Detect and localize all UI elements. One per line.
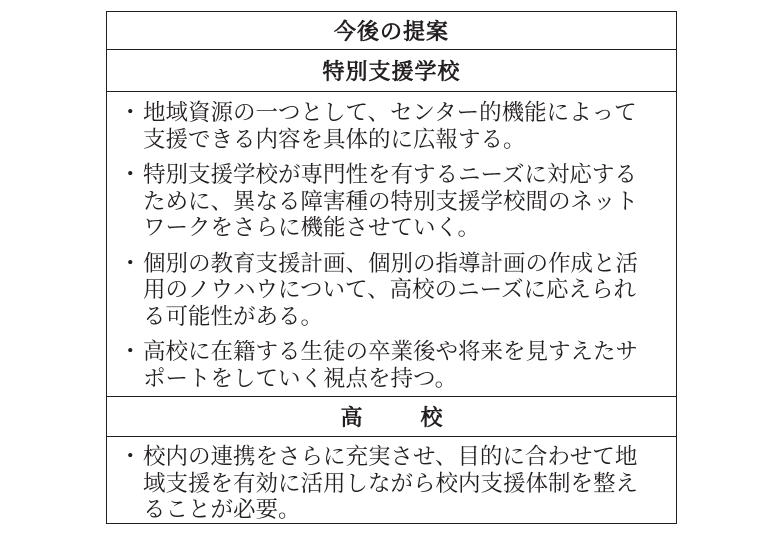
divider — [107, 91, 676, 92]
bullet-mark: ・ — [119, 339, 142, 365]
bullet-mark: ・ — [119, 100, 142, 126]
item-line: 用のノウハウについて、高校のニーズに応えられ — [143, 277, 636, 303]
item-line: 特別支援学校が専門性を有するニーズに対応する — [143, 162, 637, 188]
item-line: 地域資源の一つとして、センター的機能によって — [143, 100, 637, 126]
section-heading-special-support-school: 特別支援学校 — [322, 59, 461, 85]
heading-char: 校 — [420, 406, 443, 431]
list-item — [107, 444, 676, 524]
item-line: ることが必要。 — [143, 497, 301, 523]
list-item — [107, 251, 676, 331]
item-line: 高校に在籍する生徒の卒業後や将来を見すえたサ — [143, 339, 639, 365]
item-line: ために、異なる障害種の特別支援学校間のネット — [143, 188, 639, 215]
list-item — [107, 339, 676, 392]
proposal-table — [106, 11, 677, 524]
bullet-mark: ・ — [119, 444, 142, 470]
item-line: 個別の教育支援計画、個別の指導計画の作成と活 — [143, 250, 639, 277]
high-school-list — [107, 444, 676, 524]
item-line: ワークをさらに機能させていく。 — [143, 215, 481, 241]
bullet-mark: ・ — [119, 250, 142, 277]
section-heading-high-school — [107, 397, 676, 436]
list-item — [107, 100, 676, 153]
special-support-school-list — [107, 100, 676, 392]
item-line: 支援できる内容を具体的に広報する。 — [143, 126, 526, 153]
bullet-mark: ・ — [119, 162, 142, 188]
item-line: 域支援を有効に活用しながら校内支援体制を整え — [143, 470, 639, 497]
heading-char: 高 — [340, 406, 363, 431]
item-line: 校内の連携をさらに充実させ、目的に合わせて地 — [143, 444, 638, 470]
item-line: る可能性がある。 — [143, 303, 324, 330]
item-line: ポートをしていく視点を持つ。 — [143, 365, 458, 392]
list-item — [107, 162, 676, 242]
table-title: 今後の提案 — [333, 20, 449, 45]
divider — [107, 436, 676, 437]
